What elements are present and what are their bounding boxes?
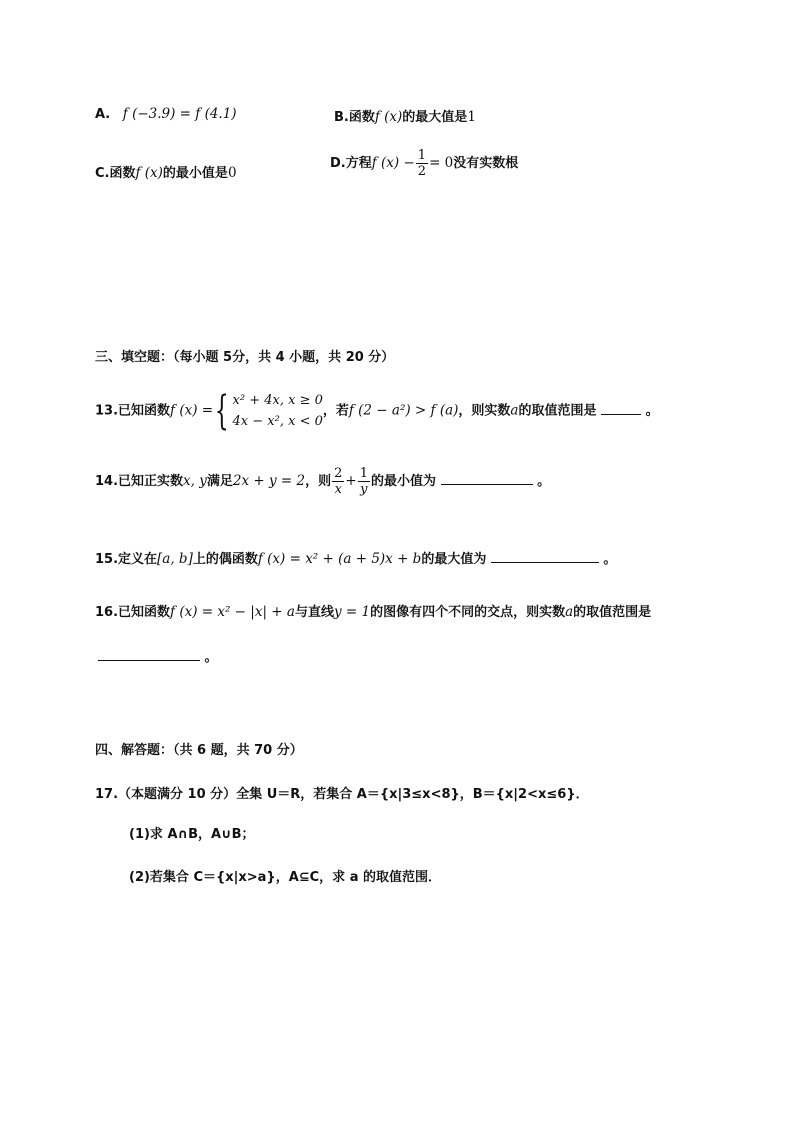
q13-fx: f (x) = — [170, 402, 214, 419]
q13-brace: { — [214, 388, 229, 434]
q16-text3: 的取值范围是 — [573, 605, 652, 620]
question-17-part-2: (2)若集合 C＝{x|x>a}，A⊆C，求 a 的取值范围． — [129, 870, 442, 885]
option-d-frac-num: 1 — [417, 148, 427, 163]
q15-prefix: 15.定义在 — [95, 552, 158, 567]
q14-f1-num: 2 — [334, 466, 343, 481]
option-c-label: C.函数 — [95, 166, 136, 181]
q15-expr: f (x) = x² + (a + 5)x + b — [257, 551, 422, 567]
q16-answer-blank[interactable] — [98, 647, 200, 661]
q13-cond: f (2 − a²) > f (a) — [348, 402, 459, 419]
q15-text2: 的最大值为 — [421, 552, 487, 567]
option-a-label: A. — [95, 107, 111, 122]
q16-expr: f (x) = x² − |x| + a — [170, 604, 295, 620]
option-b-expr: f (x) — [374, 109, 403, 125]
q14-plus: + — [345, 473, 357, 489]
q16-text1: 与直线 — [294, 605, 334, 620]
option-c-value: 0 — [227, 165, 237, 181]
q13-cases — [233, 390, 323, 432]
q13-answer-blank[interactable] — [601, 401, 641, 415]
question-15 — [95, 548, 616, 567]
q13-prefix: 13.已知函数 — [95, 403, 171, 419]
question-13 — [95, 390, 659, 432]
option-d-expr-right: = 0 — [429, 155, 454, 171]
q14-cond: 2x + y = 2 — [232, 473, 306, 489]
section-4-heading: 四、解答题：（共 6 题，共 70 分） — [95, 743, 303, 758]
option-b — [334, 106, 476, 125]
question-17-part-1: (1)求 A∩B，A∪B； — [129, 827, 255, 842]
q14-f2-num: 1 — [359, 466, 368, 481]
question-17-stem: 17.（本题满分 10 分）全集 U＝R，若集合 A＝{x|3≤x<8}，B＝{x|2<x≤6}． — [95, 787, 589, 802]
option-d-expr-left: f (x) − — [371, 155, 415, 171]
q13-period: 。 — [645, 403, 659, 419]
q13-end: 的取值范围是 — [518, 403, 597, 419]
option-d-text: 没有实数根 — [453, 156, 519, 171]
q13-var: a — [510, 402, 519, 419]
option-d-fraction — [416, 148, 428, 179]
option-a — [95, 106, 237, 122]
q16-var: a — [565, 604, 574, 620]
q13-mid: ，若 — [322, 403, 349, 419]
q14-answer-blank[interactable] — [441, 471, 533, 485]
q15-answer-blank[interactable] — [491, 549, 599, 563]
option-b-label: B.函数 — [334, 110, 375, 125]
q16-prefix: 16.已知函数 — [95, 605, 171, 620]
option-b-text: 的最大值是 — [402, 110, 468, 125]
q13-suffix: ，则实数 — [458, 403, 511, 419]
q14-fraction-2 — [358, 466, 370, 497]
option-c — [95, 162, 237, 181]
q15-period: 。 — [603, 552, 617, 567]
q13-case-2: 4x − x², x < 0 — [232, 414, 323, 429]
option-d-label: D.方程 — [330, 156, 372, 171]
q14-f1-den: x — [334, 482, 342, 497]
option-a-expr: f (−3.9) = f (4.1) — [122, 106, 237, 122]
q14-period: 。 — [537, 474, 551, 489]
question-16 — [95, 601, 651, 620]
q14-prefix: 14.已知正实数 — [95, 474, 184, 489]
q16-line: y = 1 — [333, 604, 371, 620]
q14-vars: x, y — [183, 473, 207, 489]
q14-fraction-1 — [332, 466, 344, 497]
q14-text2: ，则 — [305, 474, 332, 489]
q16-text2: 的图像有四个不同的交点，则实数 — [370, 605, 566, 620]
option-d-frac-den: 2 — [417, 164, 427, 179]
option-c-text: 的最小值是 — [162, 166, 228, 181]
q15-text1: 上的偶函数 — [192, 552, 258, 567]
q13-case-1: x² + 4x, x ≥ 0 — [232, 393, 323, 408]
q14-text1: 满足 — [206, 474, 233, 489]
q15-interval: [a, b] — [157, 551, 193, 567]
option-b-value: 1 — [467, 109, 476, 125]
q14-text3: 的最小值为 — [370, 474, 436, 489]
section-3-heading: 三、填空题：（每小题 5分，共 4 小题，共 20 分） — [95, 350, 395, 365]
option-c-expr: f (x) — [135, 165, 163, 181]
option-d — [330, 148, 518, 179]
question-16-answer-line — [98, 646, 218, 665]
question-14 — [95, 466, 550, 497]
q16-period: 。 — [204, 650, 218, 665]
q14-f2-den: y — [360, 482, 368, 497]
